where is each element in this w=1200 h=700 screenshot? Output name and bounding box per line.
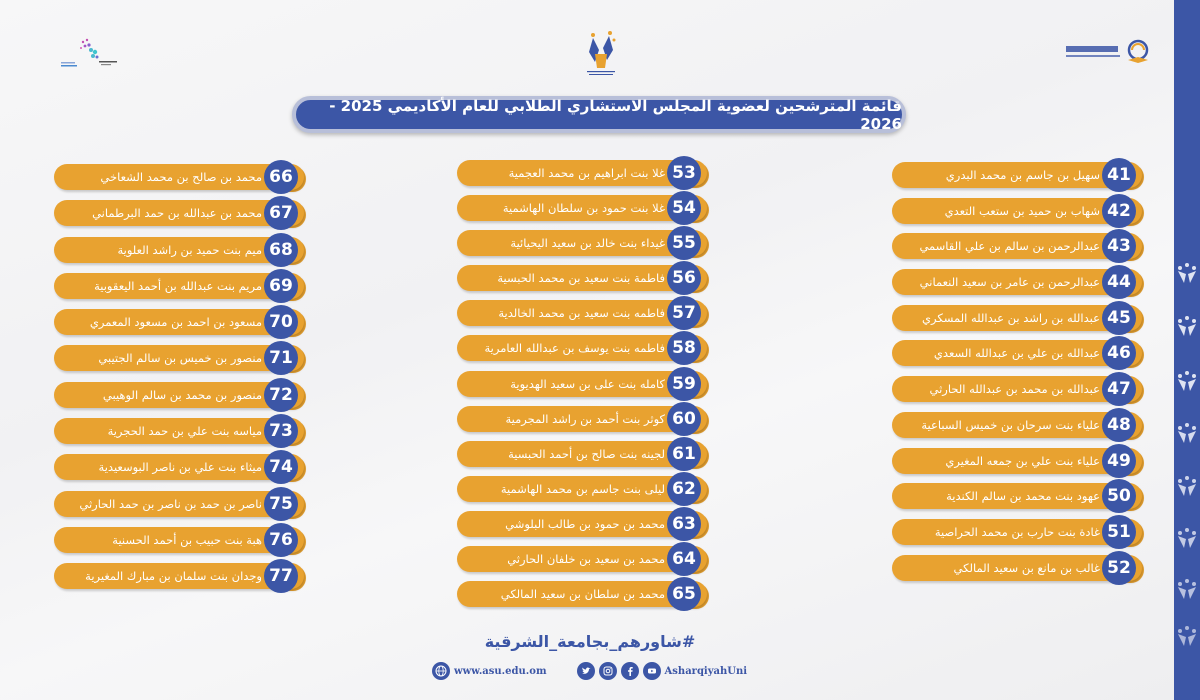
candidate-number: 72	[264, 378, 298, 412]
candidate-item	[892, 483, 1142, 509]
globe-icon[interactable]	[432, 662, 450, 680]
candidate-item	[54, 418, 304, 444]
candidate-name: عبدالله بن راشد بن عبدالله المسكري	[922, 310, 1100, 325]
candidate-name: فاطمه بنت يوسف بن عبدالله العامرية	[484, 341, 665, 356]
candidate-item	[54, 164, 304, 190]
candidate-item	[54, 200, 304, 226]
student-council-logo	[583, 30, 619, 78]
twitter-icon[interactable]	[577, 662, 595, 680]
candidate-name: كامله بنت على بن سعيد الهديوية	[510, 376, 665, 391]
candidate-name: غلا بنت ابراهيم بن محمد العجمية	[508, 166, 665, 180]
candidate-number: 59	[667, 367, 701, 401]
candidate-name: مريم بنت عبدالله بن أحمد اليعقوبية	[94, 278, 262, 293]
candidate-name: علياء بنت علي بن جمعه المغيري	[945, 453, 1100, 468]
candidate-item	[892, 162, 1142, 188]
candidate-item	[54, 454, 304, 480]
candidate-item	[54, 237, 304, 263]
candidate-number: 47	[1102, 372, 1136, 406]
decorative-side-band	[1174, 0, 1200, 700]
candidate-number: 53	[667, 156, 701, 190]
candidate-name: منصور بن محمد بن سالم الوهيبي	[102, 387, 262, 402]
candidate-name: شهاب بن حميد بن ستعب التعدي	[944, 203, 1100, 218]
candidate-name: عهود بنت محمد بن سالم الكندية	[946, 489, 1100, 504]
candidate-item	[54, 491, 304, 517]
candidate-name: سهيل بن جاسم بن محمد البدري	[945, 168, 1100, 182]
candidate-name: عبدالرحمن بن سالم بن علي القاسمي	[919, 239, 1100, 254]
candidate-name: هبة بنت حبيب بن أحمد الحسنية	[112, 532, 262, 547]
candidate-name: ميم بنت حميد بن راشد العلوية	[117, 242, 262, 257]
candidate-number: 64	[667, 542, 701, 576]
candidate-name: غيداء بنت خالد بن سعيد اليحيائية	[510, 236, 665, 251]
candidate-name: فاطمة بنت سعيد بن محمد الحبسية	[497, 271, 665, 286]
candidate-item	[457, 300, 707, 326]
page-title: قائمة المترشحين لعضوية المجلس الاستشاري الطلابي للعام الأكاديمي 2025 - 2026	[292, 96, 906, 133]
candidate-item	[457, 406, 707, 432]
candidate-item	[54, 527, 304, 553]
candidate-item	[457, 335, 707, 361]
candidate-item	[457, 546, 707, 572]
candidate-item	[457, 371, 707, 397]
social-handle[interactable]: AsharqiyahUni	[664, 665, 748, 677]
candidate-name: ميثاء بنت علي بن ناصر البوسعيدية	[98, 460, 262, 475]
candidate-item	[457, 511, 707, 537]
candidate-number: 42	[1102, 194, 1136, 228]
instagram-icon[interactable]	[599, 662, 617, 680]
candidate-item	[892, 305, 1142, 331]
candidate-number: 41	[1102, 158, 1136, 192]
people-icon	[1176, 370, 1198, 392]
candidate-item	[457, 581, 707, 607]
candidate-item	[54, 309, 304, 335]
candidates-column-left	[54, 164, 304, 600]
candidate-number: 69	[264, 269, 298, 303]
people-icon	[1176, 527, 1198, 549]
candidate-item	[892, 376, 1142, 402]
candidate-number: 63	[667, 507, 701, 541]
candidate-item	[892, 340, 1142, 366]
partner-logo	[55, 32, 125, 72]
candidate-item	[54, 563, 304, 589]
hashtag: #شاورهم_بجامعة_الشرقية	[484, 632, 696, 651]
people-icon	[1176, 578, 1198, 600]
candidate-name: كوثر بنت أحمد بن راشد المجرمية	[505, 411, 665, 426]
website-link[interactable]: www.asu.edu.om	[454, 665, 547, 677]
candidate-name: ليلى بنت جاسم بن محمد الهاشمية	[500, 481, 665, 496]
footer-contact	[432, 660, 747, 682]
candidate-number: 70	[264, 305, 298, 339]
candidate-item	[892, 198, 1142, 224]
candidate-number: 44	[1102, 265, 1136, 299]
facebook-icon[interactable]	[621, 662, 639, 680]
candidate-number: 58	[667, 331, 701, 365]
candidate-item	[457, 160, 707, 186]
candidate-number: 55	[667, 226, 701, 260]
candidate-item	[892, 233, 1142, 259]
candidate-number: 61	[667, 437, 701, 471]
candidate-item	[457, 476, 707, 502]
candidate-item	[457, 195, 707, 221]
candidate-item	[892, 412, 1142, 438]
candidate-number: 50	[1102, 479, 1136, 513]
candidate-number: 43	[1102, 229, 1136, 263]
candidate-name: محمد بن سلطان بن سعيد المالكي	[500, 587, 665, 602]
youtube-icon[interactable]	[643, 662, 661, 680]
candidate-number: 68	[264, 233, 298, 267]
candidate-name: محمد بن صالح بن محمد الشعاخي	[100, 170, 262, 184]
candidate-number: 77	[264, 559, 298, 593]
candidate-number: 74	[264, 450, 298, 484]
candidate-number: 48	[1102, 408, 1136, 442]
candidate-item	[457, 265, 707, 291]
candidate-item	[457, 441, 707, 467]
candidate-number: 45	[1102, 301, 1136, 335]
candidate-name: علياء بنت سرحان بن خميس السباعية	[921, 417, 1100, 432]
candidate-number: 71	[264, 341, 298, 375]
candidate-name: لجينه بنت صالح بن أحمد الحبسية	[508, 446, 665, 461]
candidate-name: محمد بن حمود بن طالب البلوشي	[505, 516, 665, 531]
candidate-name: عبدالله بن محمد بن عبدالله الحارثي	[929, 382, 1100, 397]
candidate-item	[457, 230, 707, 256]
candidate-number: 65	[667, 577, 701, 611]
candidate-item	[892, 448, 1142, 474]
candidate-item	[892, 519, 1142, 545]
candidate-name: مياسه بنت علي بن حمد الحجرية	[107, 424, 262, 439]
candidate-name: ناصر بن حمد بن ناصر بن حمد الحارثي	[79, 496, 262, 511]
candidate-number: 52	[1102, 551, 1136, 585]
candidate-item	[54, 273, 304, 299]
candidate-name: وجدان بنت سلمان بن مبارك المغيرية	[85, 569, 262, 584]
people-icon	[1176, 422, 1198, 444]
candidate-name: محمد بن عبدالله بن حمد البرطماني	[92, 206, 262, 221]
people-icon	[1176, 315, 1198, 337]
asharqiyah-university-logo	[1062, 38, 1154, 68]
candidate-name: مسعود بن احمد بن مسعود المعمري	[89, 315, 262, 330]
candidate-name: عبدالله بن علي بن عبدالله السعدي	[933, 346, 1100, 361]
candidate-name: منصور بن خميس بن سالم الجتيبي	[98, 351, 262, 366]
candidate-number: 46	[1102, 336, 1136, 370]
candidate-name: غلا بنت حمود بن سلطان الهاشمية	[502, 201, 665, 216]
candidate-number: 57	[667, 296, 701, 330]
candidate-number: 73	[264, 414, 298, 448]
candidate-name: غادة بنت حارب بن محمد الحراصية	[934, 524, 1100, 539]
candidate-number: 76	[264, 523, 298, 557]
people-icon	[1176, 475, 1198, 497]
candidate-name: عبدالرحمن بن عامر بن سعيد النعماني	[919, 275, 1100, 290]
candidates-column-middle	[457, 160, 707, 616]
candidate-number: 67	[264, 196, 298, 230]
candidate-item	[54, 382, 304, 408]
candidate-name: محمد بن سعيد بن خلفان الحارثي	[507, 552, 665, 567]
candidate-number: 62	[667, 472, 701, 506]
candidate-item	[892, 555, 1142, 581]
candidate-name: غالب بن مانع بن سعيد المالكي	[953, 560, 1100, 575]
candidate-number: 60	[667, 402, 701, 436]
candidate-number: 75	[264, 487, 298, 521]
candidates-column-right	[892, 162, 1142, 590]
candidate-number: 66	[264, 160, 298, 194]
candidate-number: 49	[1102, 444, 1136, 478]
candidate-number: 51	[1102, 515, 1136, 549]
candidate-item	[892, 269, 1142, 295]
candidate-number: 56	[667, 261, 701, 295]
candidate-name: فاطمه بنت سعيد بن محمد الخالدية	[498, 306, 665, 321]
people-icon	[1176, 625, 1198, 647]
candidate-item	[54, 345, 304, 371]
candidate-number: 54	[667, 191, 701, 225]
people-icon	[1176, 262, 1198, 284]
